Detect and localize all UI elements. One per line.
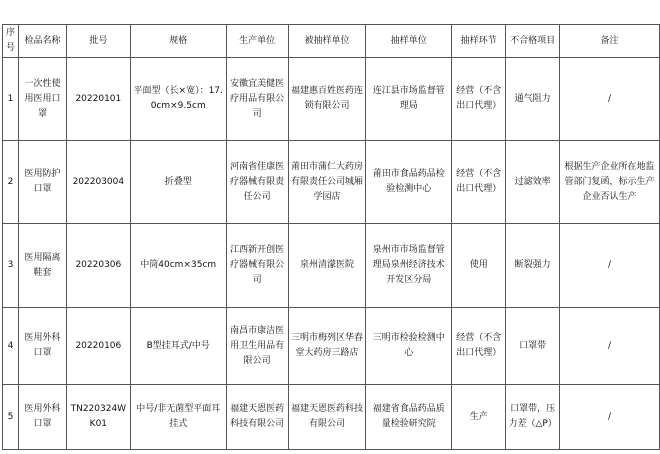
table-header-row [3,25,660,58]
failed-item: 断裂强力 [506,224,560,308]
remark: 根据生产企业所在地监管部门复函，标示生产企业否认生产 [560,141,660,224]
remark: / [560,385,660,450]
failed-item: 口罩带，压力差（△P） [506,385,560,450]
batch-number: TN220324WK01 [66,385,130,450]
failed-item: 过滤效率 [506,141,560,224]
table-row [3,224,660,308]
sampling-unit: 莆田市食品药品检验检测中心 [366,141,452,224]
product-name: 医用外科口罩 [18,308,66,385]
sampling-unit: 福建省食品药品质量检验研究院 [366,385,452,450]
manufacturer: 河南省佳康医疗器械有限责任公司 [226,141,288,224]
sampling-stage: 经营（不含出口代理） [452,308,506,385]
remark: / [560,58,660,141]
sampled-unit: 三明市梅列区华春堂大药房三路店 [288,308,366,385]
manufacturer: 福建天恩医药科技有限公司 [226,385,288,450]
sampling-stage: 生产 [452,385,506,450]
results-table [2,24,660,450]
product-name: 医用外科口罩 [18,385,66,450]
header-cell: 抽样单位 [366,25,452,58]
header-cell: 检品名称 [18,25,66,58]
sampling-unit: 连江县市场监督管理局 [366,58,452,141]
product-name: 医用隔离鞋套 [18,224,66,308]
remark: / [560,224,660,308]
sampling-stage: 经营（不含出口代理） [452,141,506,224]
failed-item: 通气阻力 [506,58,560,141]
product-name: 医用防护口罩 [18,141,66,224]
table-row [3,141,660,224]
batch-number: 20220101 [66,58,130,141]
header-cell: 序号 [3,25,19,58]
row-index: 2 [3,141,19,224]
manufacturer: 江西新开创医疗器械有限公司 [226,224,288,308]
manufacturer: 安徽宜美健医疗用品有限公司 [226,58,288,141]
batch-number: 20220106 [66,308,130,385]
table-row [3,58,660,141]
row-index: 1 [3,58,19,141]
sampled-unit: 莆田市蒲仁大药房有限责任公司城厢学园店 [288,141,366,224]
batch-number: 202203004 [66,141,130,224]
specification: 折叠型 [130,141,226,224]
batch-number: 20220306 [66,224,130,308]
sampling-stage: 使用 [452,224,506,308]
header-cell: 抽样环节 [452,25,506,58]
header-cell: 被抽样单位 [288,25,366,58]
header-cell: 规格 [130,25,226,58]
header-cell: 批号 [66,25,130,58]
sampled-unit: 泉州清濛医院 [288,224,366,308]
specification: B型挂耳式/中号 [130,308,226,385]
product-name: 一次性使用医用口罩 [18,58,66,141]
specification: 中号/非无菌型平面耳挂式 [130,385,226,450]
header-cell: 生产单位 [226,25,288,58]
remark: / [560,308,660,385]
sampling-unit: 三明市检验检测中心 [366,308,452,385]
specification: 平面型（长×宽）：17.0cm×9.5cm [130,58,226,141]
sampling-unit: 泉州市市场监督管理局泉州经济技术开发区分局 [366,224,452,308]
row-index: 5 [3,385,19,450]
sampling-stage: 经营（不含出口代理） [452,58,506,141]
sampled-unit: 福建惠百姓医药连锁有限公司 [288,58,366,141]
sampled-unit: 福建天恩医药科技有限公司 [288,385,366,450]
failed-item: 口罩带 [506,308,560,385]
table-row [3,308,660,385]
header-cell: 不合格项目 [506,25,560,58]
row-index: 4 [3,308,19,385]
manufacturer: 南昌市康洁医用卫生用品有限公司 [226,308,288,385]
header-cell: 备注 [560,25,660,58]
table-row [3,385,660,450]
row-index: 3 [3,224,19,308]
specification: 中筒40cm×35cm [130,224,226,308]
